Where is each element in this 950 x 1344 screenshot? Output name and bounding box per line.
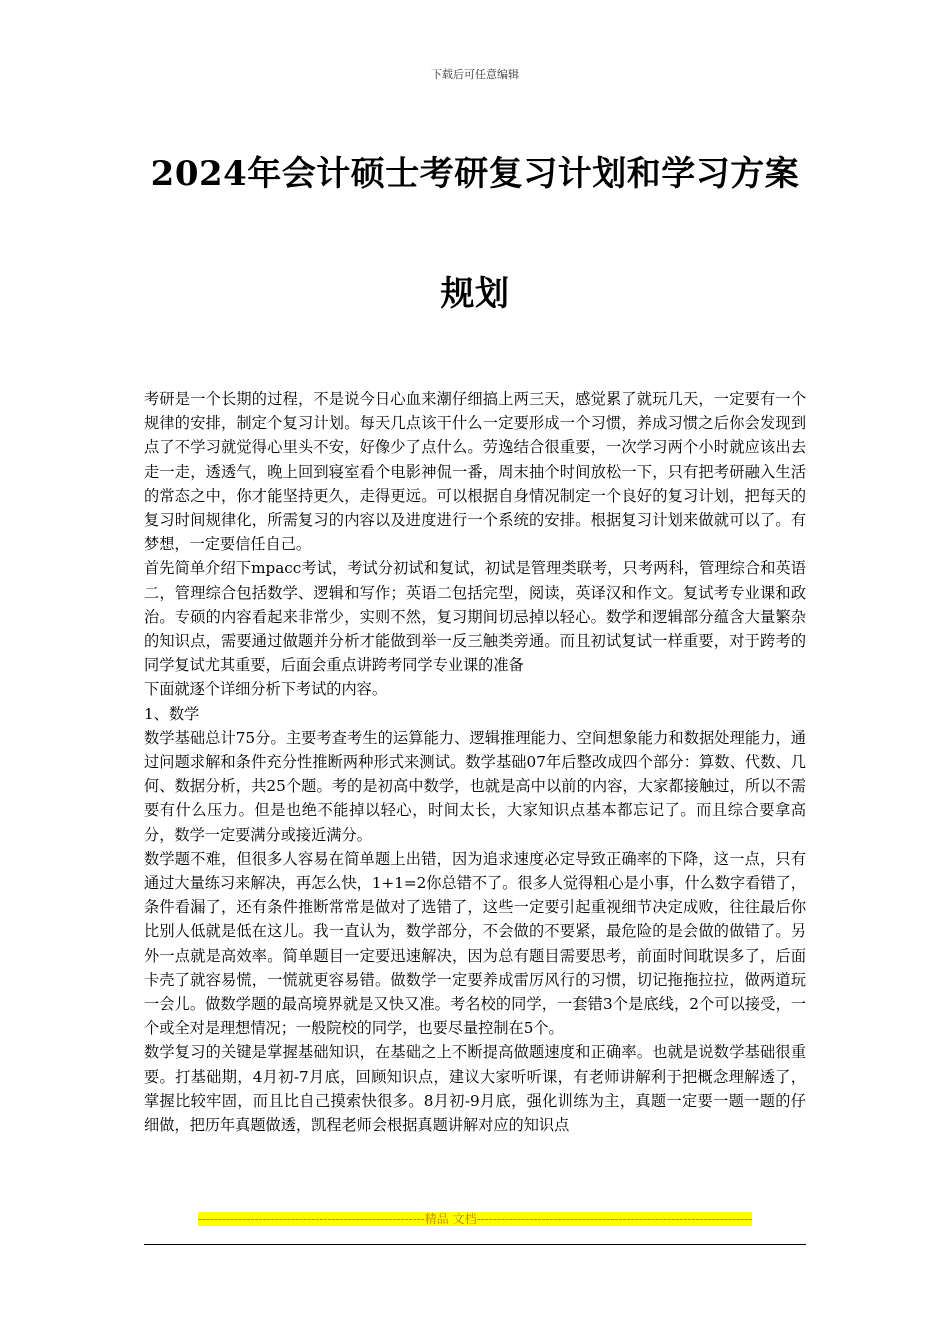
paragraph-math-basics: 数学基础总计75分。主要考查考生的运算能力、逻辑推理能力、空间想象能力和数据处理能力，通过问题求解和条件充分性推断两种形式来测试。数学基础07年后整改成四个部分：算数、代数、几何、数据分析，共25个题。考的是初高中数学，也就是高中以前的内容，大家都接触过，所以不需要有什么压力。但是也绝不能掉以轻心，时间太长，大家知识点基本都忘记了。而且综合要拿高分，数学一定要满分或接近满分。 bbox=[144, 728, 806, 844]
footer-watermark-text: --------------------------------------------------------精品 文档-------------------------------------------------------------------- bbox=[197, 1212, 753, 1226]
paragraph-math-accuracy: 数学题不难，但很多人容易在简单题上出错，因为追求速度必定导致正确率的下降，这一点，只有通过大量练习来解决，再怎么快，1+1=2你总错不了。很多人觉得粗心是小事，什么数字看错了，条件看漏了，还有条件推断常常是做对了选错了，这些一定要引起重视细节决定成败，往往最后你比别人低就是低在这儿。我一直认为，数学部分，不会做的不要紧，最危险的是会做的做错了。另外一点就是高效率。简单题目一定要迅速解决，因为总有题目需要思考，前面时间耽误多了，后面卡壳了就容易慌，一慌就更容易错。做数学一定要养成雷厉风行的习惯，切记拖拖拉拉，做两道玩一会儿。做数学题的最高境界就是又快又准。考名校的同学，一套错3个是底线，2个可以接受，一个或全对是理想情况；一般院校的同学，也要尽量控制在5个。 bbox=[144, 849, 806, 1038]
header-note: 下载后可任意编辑 bbox=[431, 68, 519, 81]
section-heading-math: 1、数学 bbox=[144, 704, 200, 723]
footer-watermark bbox=[144, 1212, 806, 1226]
paragraph-intro: 考研是一个长期的过程，不是说今日心血来潮仔细搞上两三天，感觉累了就玩几天，一定要有一个规律的安排，制定个复习计划。每天几点该干什么一定要形成一个习惯，养成习惯之后你会发现到点了不学习就觉得心里头不安，好像少了点什么。劳逸结合很重要，一次学习两个小时就应该出去走一走，透透气，晚上回到寝室看个电影神侃一番，周末抽个时间放松一下，只有把考研融入生活的常态之中，你才能坚持更久，走得更远。可以根据自身情况制定一个良好的复习计划，把每天的复习时间规律化，所需复习的内容以及进度进行一个系统的安排。根据复习计划来做就可以了。有梦想，一定要信任自己。 bbox=[144, 390, 806, 554]
footer-divider bbox=[144, 1244, 806, 1245]
document-body bbox=[144, 387, 806, 1137]
document-title-continued: 规划 bbox=[440, 274, 510, 314]
document-title: 2024年会计硕士考研复习计划和学习方案 bbox=[150, 154, 800, 194]
paragraph-exam-overview: 首先简单介绍下mpacc考试，考试分初试和复试，初试是管理类联考，只考两科，管理综合和英语二，管理综合包括数学、逻辑和写作；英语二包括完型，阅读，英译汉和作文。复试考专业课和政治。专硕的内容看起来非常少，实则不然，复习期间切忌掉以轻心。数学和逻辑部分蕴含大量繁杂的知识点，需要通过做题并分析才能做到举一反三触类旁通。而且初试复试一样重要，对于跨考的同学复试尤其重要，后面会重点讲跨考同学专业课的准备 bbox=[144, 559, 806, 675]
paragraph-math-review: 数学复习的关键是掌握基础知识，在基础之上不断提高做题速度和正确率。也就是说数学基础很重要。打基础期，4月初-7月底，回顾知识点，建议大家听听课，有老师讲解利于把概念理解透了，掌握比较牢固，而且比自己摸索快很多。8月初-9月底，强化训练为主，真题一定要一题一题的仔细做，把历年真题做透，凯程老师会根据真题讲解对应的知识点 bbox=[144, 1043, 806, 1135]
paragraph-transition: 下面就逐个详细分析下考试的内容。 bbox=[144, 680, 387, 699]
